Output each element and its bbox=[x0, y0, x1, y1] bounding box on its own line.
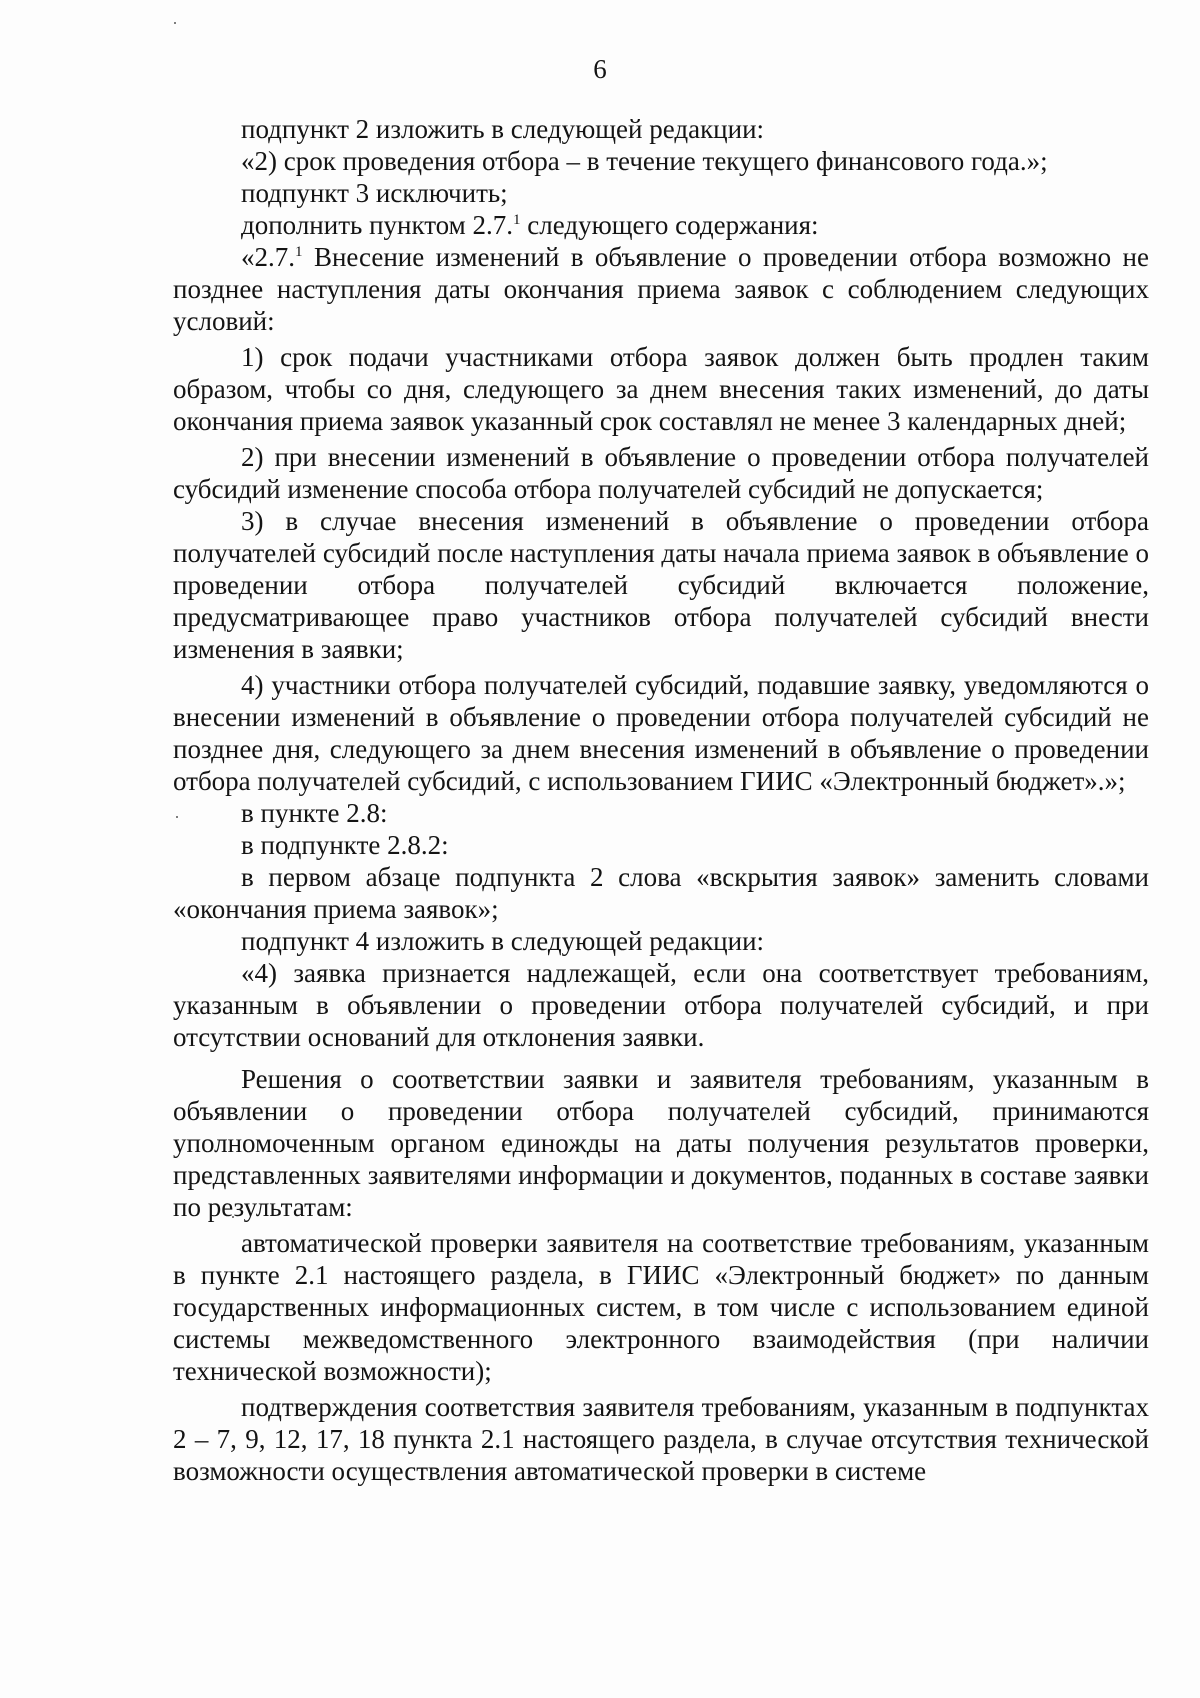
paragraph: «2) срок проведения отбора – в течение текущего финансового года.»; bbox=[241, 146, 1048, 176]
paragraph: подпункт 2 изложить в следующей редакции: bbox=[241, 114, 765, 144]
paragraph: подтверждения соответствия заявителя требованиям, указанным в подпунктах 2 – 7, 9, 12, 17, 18 пункта 2.1 настоящего раздела, в случае отсутствия технической возможности осуществления автоматической проверки в системе bbox=[173, 1392, 1149, 1486]
paragraph: подпункт 4 изложить в следующей редакции: bbox=[241, 926, 765, 956]
paragraph: 4) участники отбора получателей субсидий, подавшие заявку, уведомляются о внесении изменений в объявление о проведении отбора получателей субсидий не позднее дня, следующего за днем внесения изменений в объявление о проведении отбора получателей субсидий, с использованием ГИИС «Электронный бюджет».»; bbox=[173, 670, 1149, 796]
paragraph: дополнить пунктом 2.7.$^1$ следующего содержания: bbox=[241, 210, 819, 240]
footnote-superscript: 1 bbox=[513, 212, 521, 228]
scan-speck bbox=[174, 22, 176, 24]
paragraph: 1) срок подачи участниками отбора заявок должен быть продлен таким образом, чтобы со дня, следующего за днем внесения таких изменений, до даты окончания приема заявок указанный срок составлял не менее 3 календарных дней; bbox=[173, 342, 1149, 436]
page-number: 6 bbox=[593, 54, 607, 84]
paragraph: в пункте 2.8: bbox=[241, 798, 388, 828]
paragraph: «4) заявка признается надлежащей, если она соответствует требованиям, указанным в объявлении о проведении отбора получателей субсидий, и при отсутствии оснований для отклонения заявки. bbox=[173, 958, 1149, 1052]
paragraph: 3) в случае внесения изменений в объявление о проведении отбора получателей субсидий после наступления даты начала приема заявок в объявление о проведении отбора получателей субсидий включается положение, предусматривающее право участников отбора получателей субсидий внести изменения в заявки; bbox=[173, 506, 1149, 664]
paragraph: в первом абзаце подпункта 2 слова «вскрытия заявок» заменить словами «окончания приема заявок»; bbox=[173, 862, 1149, 924]
paragraph: Решения о соответствии заявки и заявителя требованиям, указанным в объявлении о проведении отбора получателей субсидий, принимаются уполномоченным органом единожды на даты получения результатов проверки, представленных заявителями информации и документов, поданных в составе заявки по результатам: bbox=[173, 1064, 1149, 1222]
paragraph: в подпункте 2.8.2: bbox=[241, 830, 449, 860]
paragraph: подпункт 3 исключить; bbox=[241, 178, 508, 208]
paragraph: «2.7.$^1$ Внесение изменений в объявление о проведении отбора возможно не позднее наступления даты окончания приема заявок с соблюдением следующих условий: bbox=[173, 242, 1149, 336]
footnote-superscript: 1 bbox=[295, 244, 303, 260]
document-body bbox=[173, 113, 1149, 1487]
paragraph: 2) при внесении изменений в объявление о проведении отбора получателей субсидий изменение способа отбора получателей субсидий не допускается; bbox=[173, 442, 1149, 504]
paragraph: автоматической проверки заявителя на соответствие требованиям, указанным в пункте 2.1 настоящего раздела, в ГИИС «Электронный бюджет» по данным государственных информационных систем, в том числе с использованием единой системы межведомственного электронного взаимодействия (при наличии технической возможности); bbox=[173, 1228, 1149, 1386]
